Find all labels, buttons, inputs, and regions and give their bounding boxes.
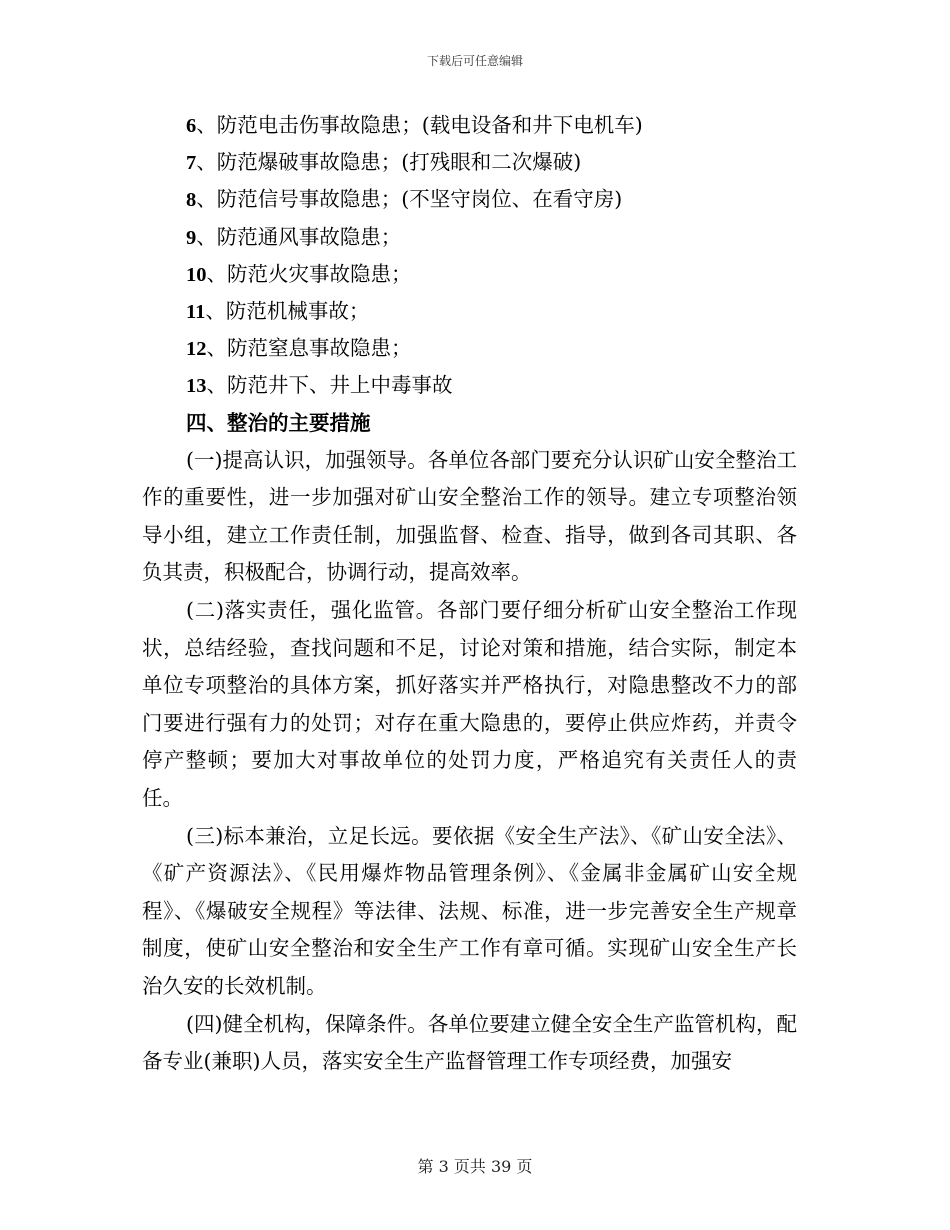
list-item — [142, 107, 797, 144]
list-item — [142, 256, 797, 293]
list-item-number: 8 — [186, 189, 197, 212]
paragraph: (二)落实责任，强化监管。各部门要仔细分析矿山安全整治工作现状，总结经验，查找问题和不足，讨论对策和措施，结合实际，制定本单位专项整治的具体方案，抓好落实并严格执行，对隐患整改不力的部门要进行强有力的处罚；对存在重大隐患的，要停止供应炸药，并责令停产整顿；要加大对事故单位的处罚力度，严格追究有关责任人的责任。 — [142, 598, 797, 811]
page-header: 下载后可任意编辑 — [426, 54, 523, 68]
list-item-text: 、防范电击伤事故隐患；(载电设备和井下电机车) — [196, 113, 643, 137]
section-heading: 四、整治的主要措施 — [186, 410, 371, 435]
paragraph: (四)健全机构，保障条件。各单位要建立健全安全生产监管机构，配备专业(兼职)人员，落实安全生产监督管理工作专项经费，加强安 — [142, 1011, 797, 1074]
list-item — [142, 144, 797, 181]
list-item-number: 9 — [186, 226, 197, 249]
list-item-text: 、防范爆破事故隐患；(打残眼和二次爆破) — [196, 150, 582, 175]
list-item — [142, 330, 797, 367]
list-item-number: 6 — [186, 115, 197, 137]
list-item-number: 7 — [186, 152, 197, 175]
list-item-text: 、防范机械事故； — [205, 298, 370, 323]
list-item-number: 12 — [186, 338, 207, 361]
document-body — [142, 107, 797, 1081]
list-item — [142, 367, 797, 404]
paragraph: (一)提高认识，加强领导。各单位各部门要充分认识矿山安全整治工作的重要性，进一步加强对矿山安全整治工作的领导。建立专项整治领导小组，建立工作责任制，加强监督、检查、指导，做到各司其职、各负其责，积极配合，协调行动，提高效率。 — [142, 447, 797, 585]
list-item-number: 13 — [186, 375, 207, 398]
list-item — [142, 181, 797, 218]
list-item-text: 、防范窒息事故隐患； — [206, 336, 412, 361]
list-item-text: 、防范火灾事故隐患； — [206, 261, 412, 286]
list-item — [142, 293, 797, 330]
paragraph: (三)标本兼治，立足长远。要依据《安全生产法》、《矿山安全法》、《矿产资源法》、《民用爆炸物品管理条例》、《金属非金属矿山安全规程》、《爆破安全规程》等法律、法规、标准，进一步完善安全生产规章制度，使矿山安全整治和安全生产工作有章可循。实现矿山安全生产长治久安的长效机制。 — [142, 823, 797, 998]
list-item-text: 、防范通风事故隐患； — [196, 224, 402, 249]
list-item-text: 、防范信号事故隐患；(不坚守岗位、在看守房) — [196, 187, 623, 212]
list-item-text: 、防范井下、井上中毒事故 — [206, 373, 453, 398]
list-item — [142, 219, 797, 256]
list-item-number: 10 — [186, 263, 207, 286]
list-item-number: 11 — [186, 300, 206, 323]
page-footer: 第 3 页共 39 页 — [417, 1157, 533, 1176]
